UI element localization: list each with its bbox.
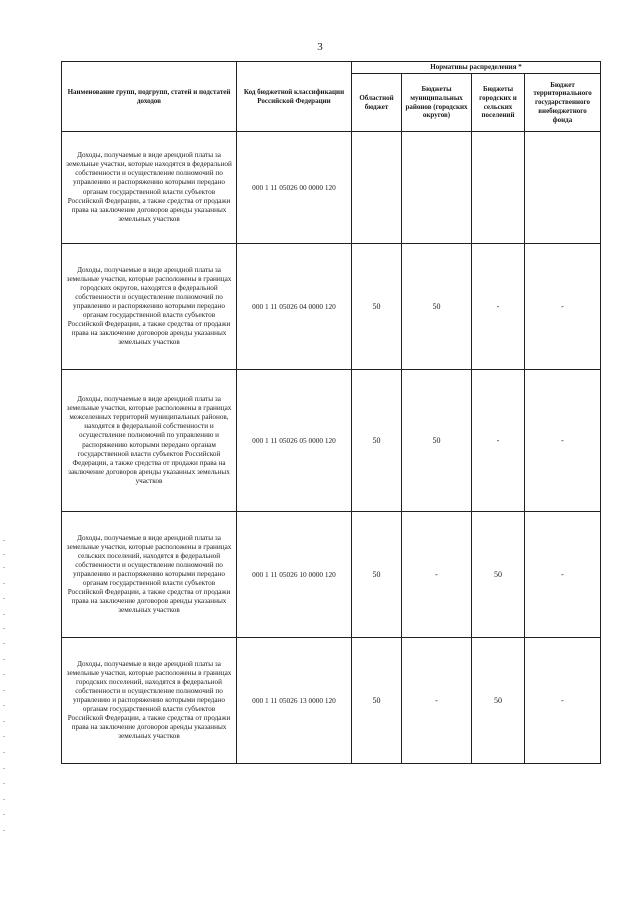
municipal-value — [402, 132, 472, 244]
revenue-name: Доходы, получаемые в виде арендной платы за земельные участки, которые расположены в границах городских поселений, находятся в федеральной собственности и осуществление полномочий по управлению и распоряжению которыми передано органам государственной власти субъектов Российской Федерации, а также средства от продажи права на заключение договоров аренды указанных земельных участков — [62, 638, 237, 764]
budget-code: 000 1 11 05026 00 0000 120 — [237, 132, 352, 244]
regional-value: 50 — [352, 638, 402, 764]
fund-value: - — [525, 370, 601, 512]
table-row — [62, 132, 601, 244]
revenue-distribution-table — [61, 61, 601, 764]
budget-code: 000 1 11 05026 10 0000 120 — [237, 512, 352, 638]
page-number: 3 — [317, 41, 323, 53]
fund-value — [525, 132, 601, 244]
header-regional-budget: Областной бюджет — [352, 74, 402, 132]
fund-value: - — [525, 244, 601, 370]
header-budget-code: Код бюджетной классификации Российской Федерации — [237, 62, 352, 132]
regional-value — [352, 132, 402, 244]
fund-value: - — [525, 512, 601, 638]
settlement-value: 50 — [472, 638, 525, 764]
regional-value: 50 — [352, 370, 402, 512]
header-revenue-name: Наименование групп, подгрупп, статей и подстатей доходов — [62, 62, 237, 132]
settlement-value: - — [472, 244, 525, 370]
settlement-value: - — [472, 370, 525, 512]
settlement-value: 50 — [472, 512, 525, 638]
budget-code: 000 1 11 05026 13 0000 120 — [237, 638, 352, 764]
municipal-value: 50 — [402, 244, 472, 370]
municipal-value: - — [402, 512, 472, 638]
budget-code: 000 1 11 05026 05 0000 120 — [237, 370, 352, 512]
fund-value: - — [525, 638, 601, 764]
table-row — [62, 512, 601, 638]
revenue-name: Доходы, получаемые в виде арендной платы за земельные участки, которые расположены в границах межселенных территорий муниципальных районов, находятся в федеральной собственности и осуществление полномочий по управлению и распоряжению которыми передано органам государственной власти субъектов Российской Федерации, а также средства от продажи права на заключение договоров аренды указанных земельных участков — [62, 370, 237, 512]
revenue-name: Доходы, получаемые в виде арендной платы за земельные участки, которые расположены в границах сельских поселений, находятся в федеральной собственности и осуществление полномочий по управлению и распоряжению которыми передано органам государственной власти субъектов Российской Федерации, а также средства от продажи права на заключение договоров аренды указанных земельных участков — [62, 512, 237, 638]
municipal-value: 50 — [402, 370, 472, 512]
header-extrabudgetary-fund: Бюджет территориального государственного внебюджетного фонда — [525, 74, 601, 132]
revenue-name: Доходы, получаемые в виде арендной платы за земельные участки, которые расположены в границах городских округов, находятся в федеральной собственности и осуществление полномочий по управлению и распоряжению которыми передано органам государственной власти субъектов Российской Федерации, а также средства от продажи права на заключение договоров аренды указанных земельных участков — [62, 244, 237, 370]
header-settlement-budgets: Бюджеты городских и сельских поселений — [472, 74, 525, 132]
regional-value: 50 — [352, 512, 402, 638]
settlement-value — [472, 132, 525, 244]
table-row — [62, 370, 601, 512]
revenue-name: Доходы, получаемые в виде арендной платы за земельные участки, которые находятся в федеральной собственности и осуществление полномочий по управлению и распоряжению которыми передано органам государственной власти субъектов Российской Федерации, а также средства от продажи права на заключение договоров аренды указанных земельных участков — [62, 132, 237, 244]
table-row — [62, 244, 601, 370]
municipal-value: - — [402, 638, 472, 764]
header-distribution-norms: Нормативы распределения * — [352, 62, 601, 74]
regional-value: 50 — [352, 244, 402, 370]
table-row — [62, 638, 601, 764]
header-municipal-budgets: Бюджеты муниципальных районов (городских округов) — [402, 74, 472, 132]
budget-code: 000 1 11 05026 04 0000 120 — [237, 244, 352, 370]
scan-margin-marks — [3, 540, 9, 840]
